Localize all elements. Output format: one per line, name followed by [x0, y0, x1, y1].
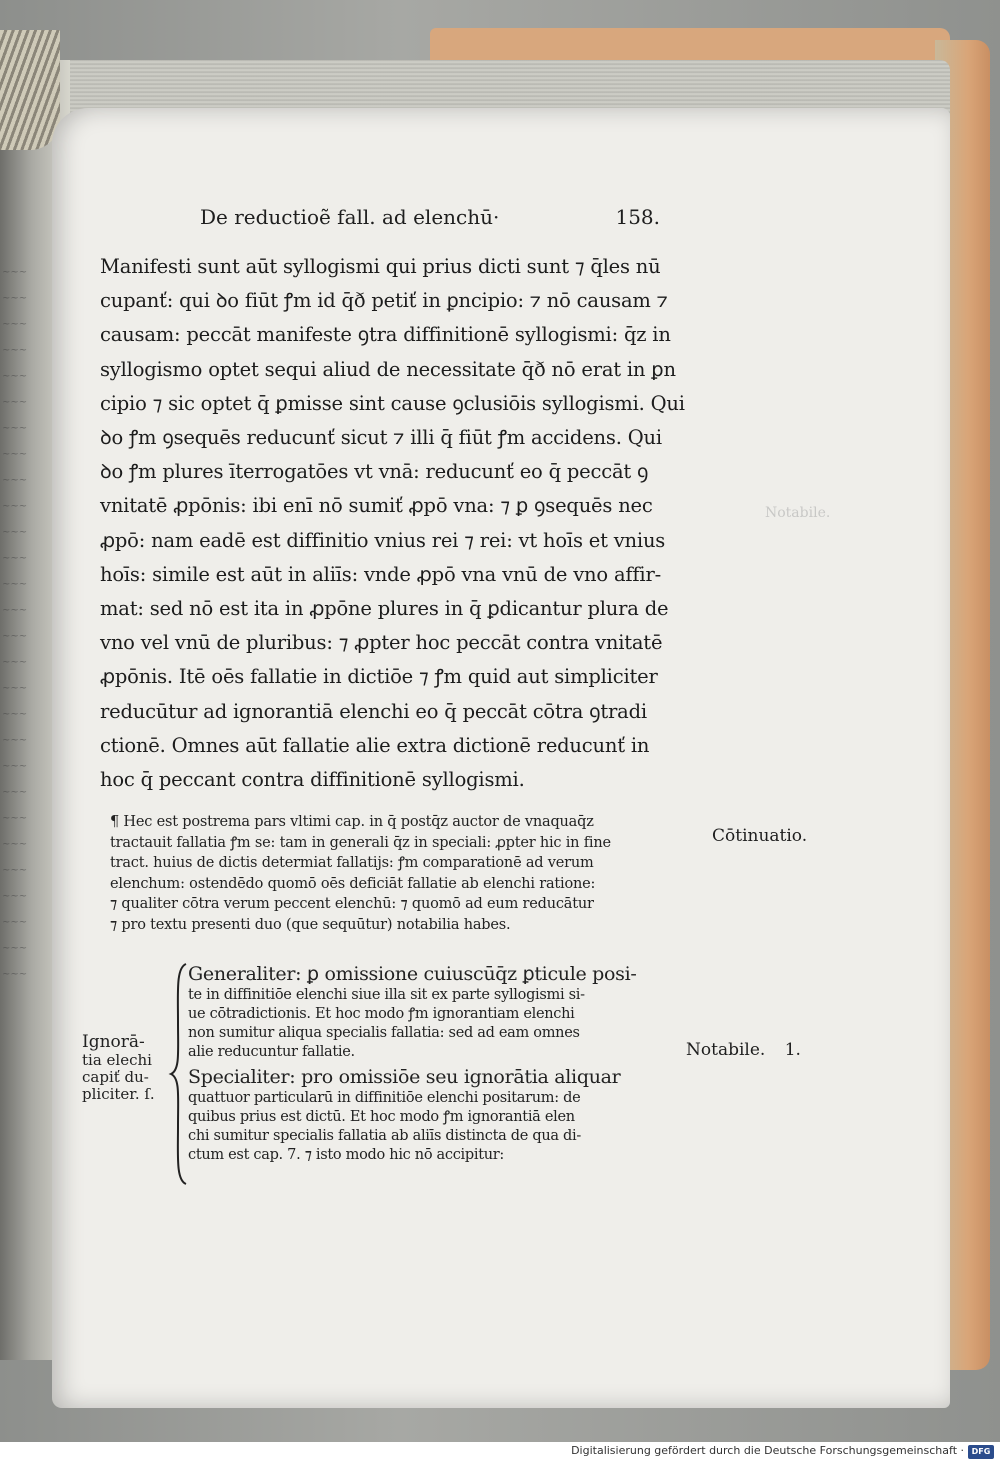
tree-line: chi sumitur specialis fallatia ab aliīs distincta de qua di-: [188, 1128, 581, 1144]
side-note-line: capiť du-: [82, 1068, 149, 1086]
text-line: ꝺo ꝭm ꝯsequēs reducunť sicut ⁊ illi q̄ fiūt ꝭm accidens. Qui: [100, 426, 662, 450]
commentary-block: [110, 812, 680, 936]
text-line: reducūtur ad ignorantiā elenchi eo q̄ peccāt cōtra ꝯtradi: [100, 699, 647, 723]
dfg-logo: DFG: [968, 1445, 994, 1459]
margin-note-notabile: [686, 1040, 801, 1060]
text-line: vno vel vnū de pluribus: ⁊ ꝓpter hoc peccāt contra vnitatē: [100, 631, 663, 655]
text-line: cipio ⁊ sic optet q̄ ꝑmisse sint cause ꝯclusiōis syllogismi. Qui: [100, 391, 685, 415]
text-line: syllogismo optet sequi aliud de necessitate q̄ð nō erat in ꝑn: [100, 357, 676, 381]
commentary-line: tract. huius de dictis determiat fallatijs: ꝭm comparationē ad verum: [110, 855, 594, 872]
commentary-line: tractauit fallatia ꝭm se: tam in generali q̄z in speciali: ꝓpter hic in fine: [110, 834, 611, 851]
binding-thread: [0, 30, 60, 150]
commentary-line: elenchum: ostendēdo quomō oēs deficiāt fallatie ab elenchi ratione:: [110, 875, 596, 892]
distinction-tree: [160, 962, 680, 1192]
text-line: ꝓpōnis. Itē oēs fallatie in dictiōe ⁊ ꝭm quid aut simpliciter: [100, 665, 658, 689]
notabile-label: Notabile.: [686, 1040, 766, 1060]
tree-line: non sumitur aliqua specialis fallatia: sed ad eam omnes: [188, 1025, 580, 1041]
text-line: ꝺo ꝭm plures īterrogatōes vt vnā: reducunť eo q̄ peccāt ꝯ: [100, 460, 649, 484]
text-line: causam: peccāt manifeste ꝯtra diffinitionē syllogismi: q̄z in: [100, 323, 671, 347]
tree-line: quattuor particularū in diffinitiōe elenchi positarum: de: [188, 1090, 581, 1106]
margin-note-continuatio: Cōtinuatio.: [712, 826, 808, 846]
tree-line: alie reducuntur fallatie.: [188, 1044, 355, 1060]
left-gutter-bleed: ~~~ ~~~ ~~~ ~~~ ~~~ ~~~ ~~~ ~~~ ~~~ ~~~ ~~~ ~~~ ~~~ ~~~ ~~~ ~~~ ~~~ ~~~ ~~~ ~~~ ~~~ ~~~ ~~~ ~~~ ~~~ ~~~ ~~~ ~~~: [2, 267, 28, 980]
tree-line: ctum est cap. 7. ⁊ isto modo hic nō accipitur:: [188, 1147, 504, 1163]
text-line: vnitatē ꝓpōnis: ibi enī nō sumiť ꝓpō vna: ⁊ ꝑ ꝯsequēs nec: [100, 494, 653, 518]
side-note-left: [82, 1032, 155, 1103]
tree-line: ue cōtradictionis. Et hoc modo ꝭm ignorantiam elenchi: [188, 1006, 575, 1022]
notabile-number: 1.: [784, 1040, 801, 1060]
text-line: hoc q̄ peccant contra diffinitionē syllogismi.: [100, 768, 525, 792]
commentary-line: ¶ Hec est postrema pars vltimi cap. in q̄ postq̄z auctor de vnaquaq̄z: [110, 814, 594, 830]
tree-branches: [188, 962, 688, 1165]
text-line: hoīs: simile est aūt in aliīs: vnde ꝓpō vna vnū de vno affir-: [100, 562, 661, 586]
tree-line: Generaliter: ꝑ omissione cuiuscūq̄z ꝑticule posi-: [188, 963, 637, 985]
text-line: cupanť: qui ꝺo fiūt ꝭm id q̄ð petiť in ꝑncipio: ⁊ nō causam ⁊: [100, 289, 668, 313]
tree-line: Specialiter: pro omissiōe seu ignorātia aliquar: [188, 1066, 621, 1088]
faint-bleed-margin-note: Notabile.: [765, 505, 831, 521]
side-note-line: tia elechi: [82, 1051, 152, 1069]
side-note-line: Ignorā-: [82, 1032, 145, 1052]
text-line: ctionē. Omnes aūt fallatie alie extra dictionē reducunť in: [100, 733, 650, 757]
text-line: Manifesti sunt aūt syllogismi qui prius dicti sunt ⁊ q̄les nū: [100, 255, 661, 278]
commentary-line: ⁊ qualiter cōtra verum peccent elenchū: ⁊ quomō ad eum reducātur: [110, 896, 594, 913]
main-text-block: [100, 250, 690, 797]
footer-bar: [0, 1442, 1000, 1462]
side-note-line: pliciter. ſ.: [82, 1085, 155, 1103]
running-head: [200, 205, 660, 229]
text-line: mat: sed nō est ita in ꝓpōne plures in q̄ ꝑdicantur plura de: [100, 597, 669, 621]
tree-line: te in diffinitiōe elenchi siue illa sit ex parte syllogismi si-: [188, 987, 585, 1003]
digitization-credit: Digitalisierung gefördert durch die Deutsche Forschungsgemeinschaft ·: [571, 1444, 964, 1457]
folio-number: 158.: [615, 205, 660, 229]
tree-line: quibus prius est dictū. Et hoc modo ꝭm ignorantiā elen: [188, 1109, 575, 1125]
curly-brace-icon: [168, 962, 190, 1187]
commentary-line: ⁊ pro textu presenti duo (que sequūtur) notabilia habes.: [110, 916, 511, 933]
text-line: ꝓpō: nam eadē est diffinitio vnius rei ⁊ rei: vt hoīs et vnius: [100, 528, 666, 552]
running-head-title: De reductioẽ fall. ad elenchū·: [200, 205, 500, 229]
